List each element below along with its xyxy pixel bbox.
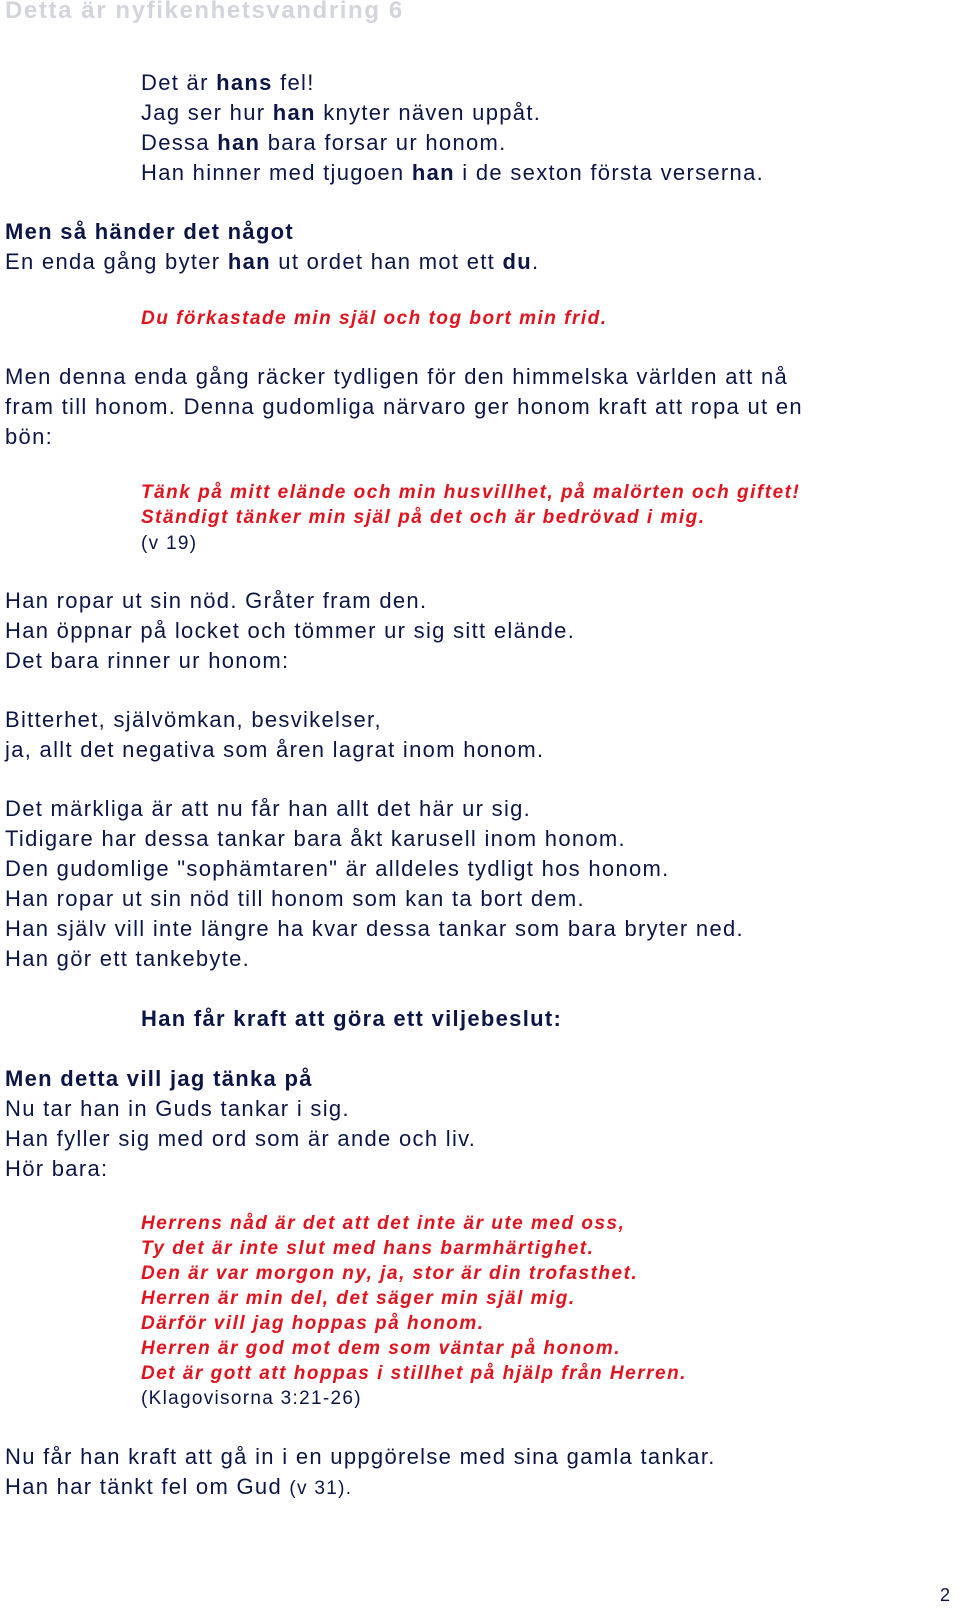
text-line: Det bara rinner ur honom:	[5, 648, 290, 673]
text-line: Men denna enda gång räcker tydligen för den himmelska världen att nå	[5, 364, 789, 389]
text-line: Han hinner med tjugoen han i de sexton första verserna.	[141, 160, 765, 185]
bible-quote-line: Ständigt tänker min själ på det och är bedrövad i mig.	[141, 507, 706, 528]
text-line: Han själv vill inte längre ha kvar dessa tankar som bara bryter ned.	[5, 916, 744, 941]
bible-quote-line: Ty det är inte slut med hans barmhärtighet.	[141, 1238, 595, 1259]
text-line: Tidigare har dessa tankar bara åkt karusell inom honom.	[5, 826, 626, 851]
text-line: Jag ser hur han knyter näven uppåt.	[141, 100, 542, 125]
bible-quote-line: Du förkastade min själ och tog bort min frid.	[141, 308, 608, 329]
verse-reference: (v 19)	[141, 533, 198, 554]
text-line: Bitterhet, självömkan, besvikelser,	[5, 707, 382, 732]
decision-heading: Han får kraft att göra ett viljebeslut:	[141, 1006, 563, 1031]
text-line: Det märkliga är att nu får han allt det här ur sig.	[5, 796, 532, 821]
bible-quote-line: Därför vill jag hoppas på honom.	[141, 1313, 485, 1334]
section-heading: Men detta vill jag tänka på	[5, 1066, 313, 1091]
bible-quote-line: Den är var morgon ny, ja, stor är din trofasthet.	[141, 1263, 639, 1284]
text-line: bön:	[5, 424, 54, 449]
verse-reference: (Klagovisorna 3:21-26)	[141, 1388, 362, 1409]
text-line: ja, allt det negativa som åren lagrat inom honom.	[5, 737, 545, 762]
bible-quote-line: Det är gott att hoppas i stillhet på hjälp från Herren.	[141, 1363, 687, 1384]
text-line: Nu tar han in Guds tankar i sig.	[5, 1096, 350, 1121]
bible-quote-line: Herren är god mot dem som väntar på honom.	[141, 1338, 622, 1359]
bible-quote-line: Herrens nåd är det att det inte är ute med oss,	[141, 1213, 626, 1234]
text-line: Det är hans fel!	[141, 70, 315, 95]
text-line: Han ropar ut sin nöd. Gråter fram den.	[5, 588, 428, 613]
text-line: fram till honom. Denna gudomliga närvaro ger honom kraft att ropa ut en	[5, 394, 803, 419]
section-heading: Men så händer det något	[5, 219, 295, 244]
text-line: Dessa han bara forsar ur honom.	[141, 130, 507, 155]
bible-quote-line: Herren är min del, det säger min själ mig.	[141, 1288, 576, 1309]
text-line: Den gudomlige "sophämtaren" är alldeles tydligt hos honom.	[5, 856, 670, 881]
text-line: Han fyller sig med ord som är ande och liv.	[5, 1126, 477, 1151]
text-line: Nu får han kraft att gå in i en uppgörelse med sina gamla tankar.	[5, 1444, 716, 1469]
page-number: 2	[939, 1585, 950, 1605]
text-line: Hör bara:	[5, 1156, 109, 1181]
text-line: En enda gång byter han ut ordet han mot ett du.	[5, 249, 540, 274]
text-line: Han har tänkt fel om Gud (v 31).	[5, 1474, 353, 1499]
text-line: Han öppnar på locket och tömmer ur sig sitt elände.	[5, 618, 576, 643]
document-header: Detta är nyfikenhetsvandring 6	[5, 0, 404, 24]
text-line: Han gör ett tankebyte.	[5, 946, 251, 971]
text-line: Han ropar ut sin nöd till honom som kan ta bort dem.	[5, 886, 585, 911]
bible-quote-line: Tänk på mitt elände och min husvillhet, på malörten och giftet!	[141, 482, 801, 503]
